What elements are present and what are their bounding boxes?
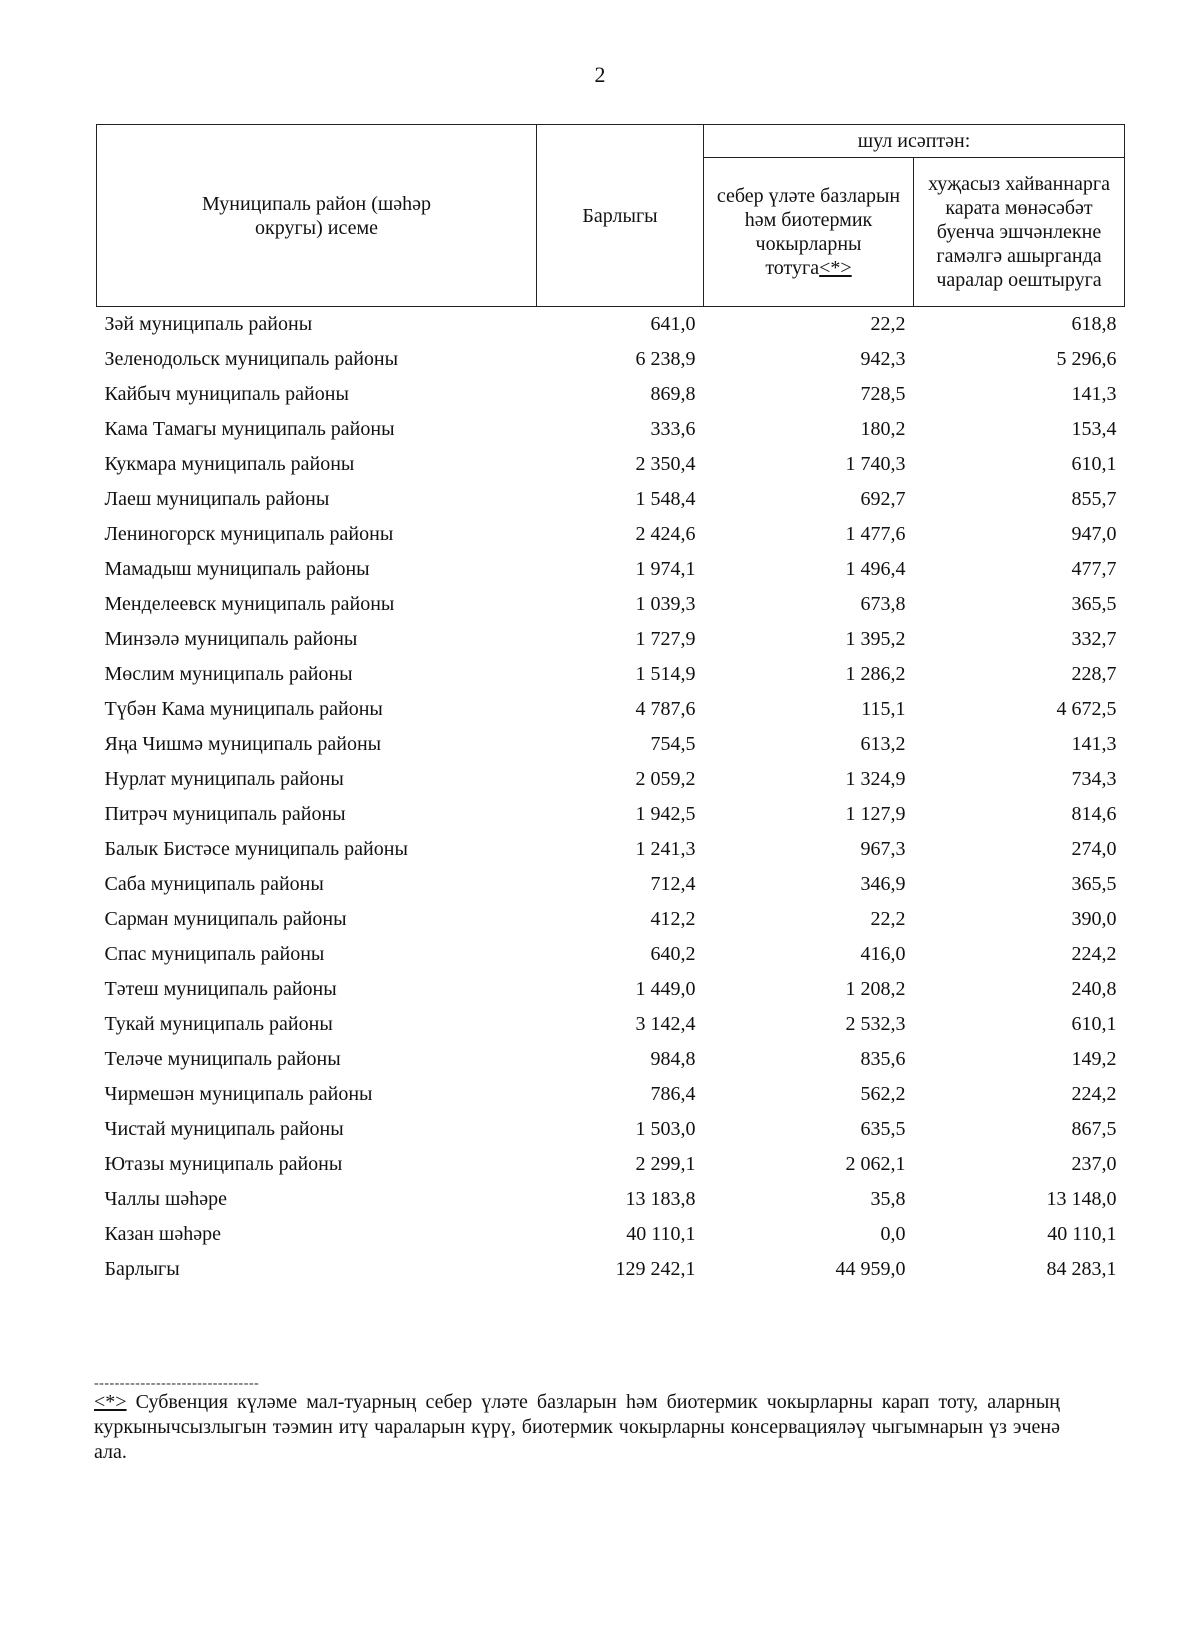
total-value-cell: 13 183,8: [625, 1188, 696, 1210]
total-value-cell: 4 787,6: [635, 698, 696, 720]
anthrax-burial-value-cell: 942,3: [860, 348, 906, 370]
table-header: [97, 125, 1125, 307]
total-value-cell: 1 449,0: [635, 978, 696, 1000]
district-name-cell: Мамадыш муниципаль районы: [104, 558, 370, 580]
table-body: [97, 307, 1125, 1288]
anthrax-burial-value-cell: 35,8: [870, 1188, 906, 1210]
stray-animals-value-cell: 610,1: [1071, 453, 1117, 475]
table-row: [97, 1147, 1125, 1182]
district-name-cell: Зәй муниципаль районы: [104, 313, 313, 335]
anthrax-burial-value-cell: 635,5: [860, 1118, 906, 1140]
table-row: [97, 867, 1125, 902]
anthrax-burial-value-cell: 1 496,4: [845, 558, 906, 580]
table-row: [97, 307, 1125, 343]
district-name-cell: Яңа Чишмә муниципаль районы: [104, 733, 382, 755]
table-row: [97, 1007, 1125, 1042]
stray-animals-value-cell: 141,3: [1071, 383, 1117, 405]
stray-animals-value-cell: 224,2: [1071, 1083, 1117, 1105]
table-row: [97, 1182, 1125, 1217]
total-value-cell: 641,0: [650, 313, 696, 335]
table-row: [97, 1077, 1125, 1112]
anthrax-burial-value-cell: 0,0: [880, 1223, 906, 1245]
district-name-cell: Тәтеш муниципаль районы: [104, 978, 337, 1000]
total-value-cell: 1 974,1: [635, 558, 696, 580]
stray-animals-value-cell: 40 110,1: [1047, 1223, 1117, 1245]
anthrax-burial-value-cell: 1 208,2: [845, 978, 906, 1000]
district-name-cell: Менделеевск муниципаль районы: [104, 593, 395, 615]
stray-animals-value-cell: 332,7: [1071, 628, 1117, 650]
anthrax-burial-value-cell: 180,2: [860, 418, 906, 440]
table-row: [97, 377, 1125, 412]
table-row: [97, 1112, 1125, 1147]
total-value-cell: 3 142,4: [635, 1013, 696, 1035]
table-row: [97, 937, 1125, 972]
anthrax-burial-value-cell: 673,8: [860, 593, 906, 615]
stray-animals-value-cell: 814,6: [1071, 803, 1117, 825]
stray-animals-value-cell: 855,7: [1071, 488, 1117, 510]
district-name-cell: Саба муниципаль районы: [104, 873, 324, 895]
anthrax-burial-value-cell: 562,2: [860, 1083, 906, 1105]
district-name-cell: Минзәлә муниципаль районы: [104, 628, 358, 650]
stray-animals-value-cell: 365,5: [1071, 873, 1117, 895]
table-row: [97, 552, 1125, 587]
total-value-cell: 2 299,1: [635, 1153, 696, 1175]
footnote-divider: --------------------------------: [94, 1376, 260, 1391]
total-value-cell: 869,8: [650, 383, 696, 405]
anthrax-burial-value-cell: 44 959,0: [835, 1258, 906, 1280]
total-value-cell: 1 241,3: [635, 838, 696, 860]
stray-animals-value-cell: 237,0: [1071, 1153, 1117, 1175]
district-name-cell: Чистай муниципаль районы: [104, 1118, 344, 1140]
stray-animals-value-cell: 274,0: [1071, 838, 1117, 860]
district-name-cell: Мөслим муниципаль районы: [104, 663, 353, 685]
table-row: [97, 1217, 1125, 1252]
district-name-cell: Тукай муниципаль районы: [104, 1013, 333, 1035]
anthrax-burial-value-cell: 1 286,2: [845, 663, 906, 685]
table-row: [97, 692, 1125, 727]
total-value-cell: 640,2: [650, 943, 696, 965]
page-number: 2: [594, 62, 606, 87]
stray-animals-value-cell: 365,5: [1071, 593, 1117, 615]
district-name-cell: Түбән Кама муниципаль районы: [104, 698, 383, 720]
anthrax-burial-value-cell: 346,9: [860, 873, 906, 895]
anthrax-burial-value-cell: 613,2: [860, 733, 906, 755]
anthrax-burial-value-cell: 1 127,9: [845, 803, 906, 825]
district-name-cell: Казан шәһәре: [104, 1223, 221, 1245]
district-name-cell: Балык Бистәсе муниципаль районы: [104, 838, 408, 860]
table-row: [97, 657, 1125, 692]
table-row: [97, 762, 1125, 797]
anthrax-burial-value-cell: 1 740,3: [845, 453, 906, 475]
header-anthrax-burial-column: [704, 158, 914, 307]
district-name-cell: Нурлат муниципаль районы: [104, 768, 344, 790]
anthrax-burial-value-cell: 2 062,1: [845, 1153, 906, 1175]
table-row: [97, 587, 1125, 622]
table-row: [97, 447, 1125, 482]
total-value-cell: 333,6: [650, 418, 696, 440]
anthrax-burial-value-cell: 835,6: [860, 1048, 906, 1070]
stray-animals-value-cell: 224,2: [1071, 943, 1117, 965]
anthrax-burial-value-cell: 22,2: [870, 908, 906, 930]
stray-animals-value-cell: 13 148,0: [1046, 1188, 1117, 1210]
header-name-column: Муниципаль район (шәһәр округы) исеме: [97, 125, 537, 307]
total-value-cell: 754,5: [650, 733, 696, 755]
header-anthrax-burial-text: себер үләте базларын һәм биотермик чокырларны тотуга: [716, 185, 901, 279]
anthrax-burial-value-cell: 2 532,3: [845, 1013, 906, 1035]
district-name-cell: Кама Тамагы муниципаль районы: [104, 418, 395, 440]
total-value-cell: 1 039,3: [635, 593, 696, 615]
anthrax-burial-value-cell: 1 477,6: [845, 523, 906, 545]
total-value-cell: 2 350,4: [635, 453, 696, 475]
stray-animals-value-cell: 610,1: [1071, 1013, 1117, 1035]
anthrax-burial-value-cell: 416,0: [860, 943, 906, 965]
district-name-cell: Зеленодольск муниципаль районы: [104, 348, 399, 370]
district-name-cell: Барлыгы: [104, 1258, 180, 1280]
stray-animals-value-cell: 84 283,1: [1046, 1258, 1117, 1280]
table-row: [97, 832, 1125, 867]
table-row: [97, 727, 1125, 762]
anthrax-burial-value-cell: 1 395,2: [845, 628, 906, 650]
table-row: [97, 622, 1125, 657]
total-value-cell: 1 942,5: [635, 803, 696, 825]
header-group-including: шул исәптән:: [704, 125, 1125, 158]
stray-animals-value-cell: 228,7: [1071, 663, 1117, 685]
anthrax-burial-value-cell: 1 324,9: [845, 768, 906, 790]
total-value-cell: 2 424,6: [635, 523, 696, 545]
stray-animals-value-cell: 477,7: [1071, 558, 1117, 580]
table-row: [97, 517, 1125, 552]
total-value-cell: 1 727,9: [635, 628, 696, 650]
district-name-cell: Сарман муниципаль районы: [104, 908, 347, 930]
anthrax-burial-value-cell: 115,1: [861, 698, 906, 720]
total-value-cell: 1 514,9: [635, 663, 696, 685]
subvention-table: [96, 124, 1125, 1287]
district-name-cell: Чаллы шәһәре: [104, 1188, 227, 1210]
stray-animals-value-cell: 5 296,6: [1056, 348, 1117, 370]
total-value-cell: 2 059,2: [635, 768, 696, 790]
table-row: [97, 482, 1125, 517]
district-name-cell: Кайбыч муниципаль районы: [104, 383, 349, 405]
stray-animals-value-cell: 734,3: [1071, 768, 1117, 790]
district-name-cell: Чирмешән муниципаль районы: [104, 1083, 373, 1105]
total-value-cell: 786,4: [650, 1083, 696, 1105]
total-value-cell: 6 238,9: [635, 348, 696, 370]
district-name-cell: Питрәч муниципаль районы: [104, 803, 346, 825]
total-value-cell: 712,4: [650, 873, 696, 895]
table-row: [97, 972, 1125, 1007]
total-value-cell: 1 548,4: [635, 488, 696, 510]
table-row: [97, 1042, 1125, 1077]
footnote-mark: <*>: [94, 1391, 127, 1413]
footnote: [94, 1390, 1060, 1465]
district-name-cell: Спас муниципаль районы: [104, 943, 325, 965]
anthrax-burial-value-cell: 728,5: [860, 383, 906, 405]
stray-animals-value-cell: 947,0: [1071, 523, 1117, 545]
total-value-cell: 40 110,1: [626, 1223, 696, 1245]
district-name-cell: Лениногорск муниципаль районы: [104, 523, 394, 545]
stray-animals-value-cell: 390,0: [1071, 908, 1117, 930]
anthrax-burial-value-cell: 22,2: [870, 313, 906, 335]
header-stray-animals-column: хуҗасыз хайваннарга карата мөнәсәбәт буенча эшчәнлекне гамәлгә ашырганда чаралар оештыруга: [914, 158, 1125, 307]
header-total-column: Барлыгы: [537, 125, 704, 307]
stray-animals-value-cell: 240,8: [1071, 978, 1117, 1000]
stray-animals-value-cell: 867,5: [1071, 1118, 1117, 1140]
stray-animals-value-cell: 618,8: [1071, 313, 1117, 335]
table-row: [97, 902, 1125, 937]
table-total-row: [97, 1252, 1125, 1287]
district-name-cell: Теләче муниципаль районы: [104, 1048, 341, 1070]
anthrax-burial-value-cell: 692,7: [860, 488, 906, 510]
stray-animals-value-cell: 153,4: [1071, 418, 1117, 440]
total-value-cell: 129 242,1: [615, 1258, 696, 1280]
table-row: [97, 797, 1125, 832]
table-row: [97, 342, 1125, 377]
total-value-cell: 412,2: [650, 908, 696, 930]
stray-animals-value-cell: 4 672,5: [1056, 698, 1117, 720]
stray-animals-value-cell: 149,2: [1071, 1048, 1117, 1070]
anthrax-burial-value-cell: 967,3: [860, 838, 906, 860]
total-value-cell: 984,8: [650, 1048, 696, 1070]
total-value-cell: 1 503,0: [635, 1118, 696, 1140]
district-name-cell: Ютазы муниципаль районы: [104, 1153, 343, 1175]
table-row: [97, 412, 1125, 447]
district-name-cell: Кукмара муниципаль районы: [104, 453, 355, 475]
footnote-reference-link[interactable]: <*>: [819, 257, 852, 279]
footnote-text: Субвенция күләме мал-туарның себер үләте базларын һәм биотермик чокырларны карап тоту, аларның куркынычсызлыгын тәэмин итү чараларын күрү, биотермик чокырларны консервацияләү чыгымнарын үз эченә ала.: [94, 1391, 1060, 1463]
district-name-cell: Лаеш муниципаль районы: [104, 488, 330, 510]
stray-animals-value-cell: 141,3: [1071, 733, 1117, 755]
